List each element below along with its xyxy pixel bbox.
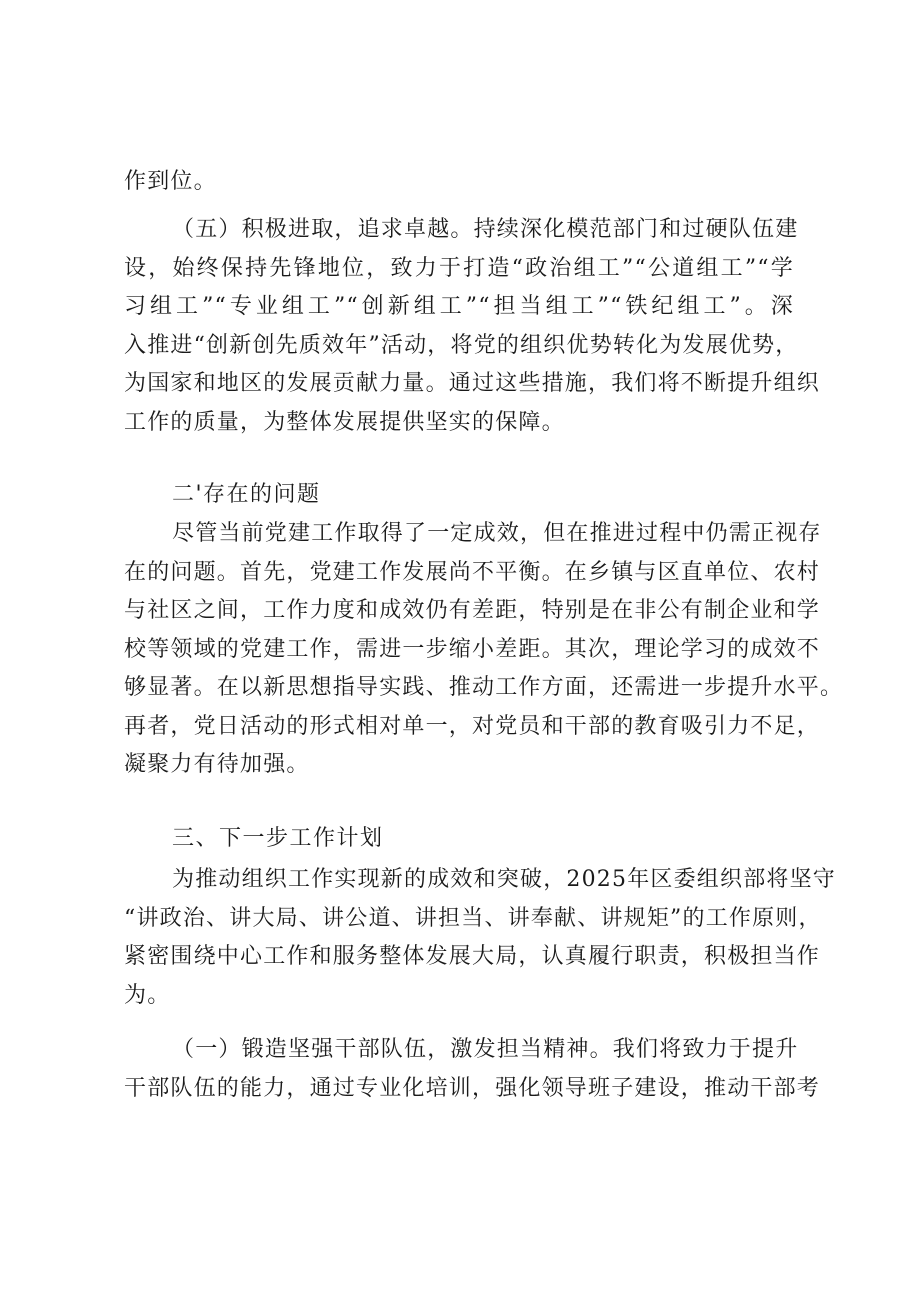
text-line: 干部队伍的能力，通过专业化培训，强化领导班子建设，推动干部考 [124, 1075, 821, 1101]
paragraph-problems [124, 515, 844, 785]
text-line: 作到位。 [124, 169, 217, 194]
text-line: 尽管当前党建工作取得了一定成效，但在推进过程中仍需正视存 [172, 521, 822, 546]
text-line: 够显著。在以新思想指导实践、推动工作方面，还需进一步提升水平。 [124, 675, 844, 700]
text-line: 为。 [124, 982, 171, 1008]
text-line: （一）锻造坚强干部队伍，激发担当精神。我们将致力于提升 [172, 1037, 799, 1062]
text-line: 与社区之间，工作力度和成效仍有差距，特别是在非公有制企业和学 [124, 598, 821, 623]
text-line: 校等领域的党建工作，需进一步缩小差距。其次，理论学习的成效不 [124, 636, 821, 662]
section-heading-problems: 二'存在的问题 [172, 482, 321, 507]
text-line: “讲政治、讲大局、讲公道、讲担当、讲奉献、讲规矩”的工作原则， [124, 905, 822, 931]
text-line: 入推进“创新创先质效年”活动，将党的组织优势转化为发展优势， [124, 332, 799, 358]
text-line: 为推动组织工作实现新的成效和突破，2025年区委组织部将坚守 [172, 867, 836, 892]
text-line: 设，始终保持先锋地位，致力于打造“政治组工”“公道组工”“学 [124, 255, 794, 281]
paragraph-plan-item-one [124, 1031, 821, 1108]
text-line: 为国家和地区的发展贡献力量。通过这些措施，我们将不断提升组织 [124, 371, 821, 396]
section-heading-plan: 三、下一步工作计划 [172, 826, 384, 851]
text-line: 紧密围绕中心工作和服务整体发展大局，认真履行职责，积极担当作 [124, 944, 821, 969]
text-line: 在的问题。首先，党建工作发展尚不平衡。在乡镇与区直单位、农村 [124, 559, 821, 585]
text-line: （五）积极进取，追求卓越。持续深化模范部门和过硬队伍建 [172, 217, 799, 242]
text-line: 再者，党日活动的形式相对单一，对党员和干部的教育吸引力不足， [124, 713, 821, 739]
text-line: 习组工”“专业组工”“创新组工”“担当组工”“铁纪组工”。深 [124, 294, 794, 319]
text-line: 凝聚力有待加强。 [124, 752, 310, 777]
paragraph-five [124, 211, 821, 442]
text-line: 工作的质量，为整体发展提供坚实的保障。 [124, 409, 565, 435]
paragraph-intro-end [124, 163, 794, 202]
paragraph-plan [124, 861, 836, 1015]
